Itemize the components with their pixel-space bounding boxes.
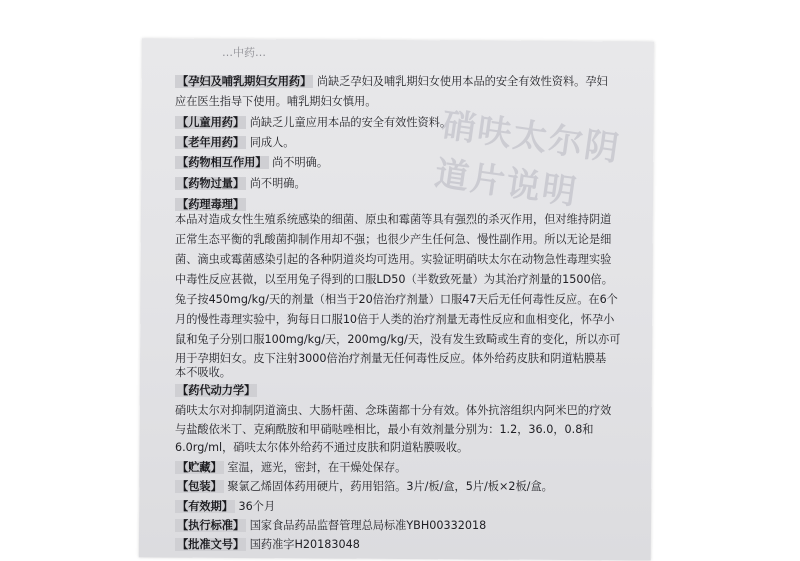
standard-text: 国家食品药品监督管理总局标准YBH00332018 bbox=[249, 519, 487, 532]
interactions-label: 【药物相互作用】 bbox=[177, 156, 267, 169]
toxicology-label: 【药理毒理】 bbox=[177, 198, 245, 211]
storage-text: 室温，遮光，密封，在干燥处保存。 bbox=[227, 461, 407, 474]
interactions-line bbox=[175, 156, 328, 170]
bleed-through-title: 硝呋太尔阴道片说明 bbox=[432, 105, 623, 214]
pregnancy-text-1: 尚缺乏孕妇及哺乳期妇女使用本品的安全有效性资料。孕妇 bbox=[316, 75, 608, 88]
pediatric-line bbox=[175, 116, 451, 130]
elderly-text: 同成人。 bbox=[249, 136, 295, 149]
pregnancy-line-2: 应在医生指导下使用。哺乳期妇女慎用。 bbox=[175, 95, 377, 108]
toxicology-line-1: 本品对造成女性生殖系统感染的细菌、原虫和霉菌等具有强烈的杀灭作用，但对维持阴道 bbox=[175, 213, 612, 226]
storage-label: 【贮藏】 bbox=[177, 461, 222, 474]
toxicology-line-8: 用于孕期妇女。皮下注射3000倍治疗剂量无任何毒性反应。体外给药皮肤和阴道粘膜基 bbox=[175, 352, 607, 365]
elderly-line bbox=[175, 136, 294, 150]
toxicology-line-3: 菌、滴虫或霉菌感染引起的各种阴道炎均可选用。实验证明硝呋太尔在动物急性毒理实验 bbox=[175, 253, 612, 266]
standard-label: 【执行标准】 bbox=[177, 519, 245, 532]
overdose-label: 【药物过量】 bbox=[177, 177, 245, 190]
pharmacokinetics-line-3: 6.0rg/ml，硝呋太尔体外给药不通过皮肤和阴道粘膜吸收。 bbox=[175, 441, 469, 454]
toxicology-line-7: 鼠和兔子分别口服100mg/kg/天，200mg/kg/天，没有发生致畸或生育的变化，所以亦可 bbox=[175, 333, 621, 346]
package-line bbox=[175, 480, 553, 494]
pharmacokinetics-heading bbox=[175, 384, 257, 398]
approval-label: 【批准文号】 bbox=[177, 538, 245, 551]
toxicology-line-6: 月的慢性毒理实验中，狗每日口服10倍于人类的治疗剂量无毒性反应和血相变化，怀孕小 bbox=[175, 313, 615, 326]
package-text: 聚氯乙烯固体药用硬片，药用铝箔。3片/板/盒，5片/板×2板/盒。 bbox=[227, 480, 553, 493]
pediatric-label: 【儿童用药】 bbox=[177, 116, 245, 129]
pregnancy-line-1 bbox=[175, 75, 608, 89]
overdose-text: 尚不明确。 bbox=[249, 177, 306, 190]
standard-line bbox=[175, 519, 486, 533]
pregnancy-label: 【孕妇及哺乳期妇女用药】 bbox=[177, 75, 312, 88]
pharmacokinetics-label: 【药代动力学】 bbox=[177, 384, 256, 397]
pediatric-text: 尚缺乏儿童应用本品的安全有效性资料。 bbox=[249, 116, 452, 129]
validity-text: 36个月 bbox=[238, 500, 276, 513]
approval-line bbox=[175, 538, 360, 552]
package-label: 【包装】 bbox=[177, 480, 222, 493]
toxicology-line-4: 中毒性反应甚微，以至用兔子得到的口服LD50（半数致死量）为其治疗剂量的1500倍。 bbox=[175, 273, 613, 286]
overdose-line bbox=[175, 177, 306, 191]
validity-line bbox=[175, 500, 275, 514]
elderly-label: 【老年用药】 bbox=[177, 136, 245, 149]
storage-line bbox=[175, 461, 406, 475]
pharmacokinetics-line-2: 与盐酸依米丁、克痢酰胺和甲硝哒唑相比，最小有效剂量分别为：1.2，36.0，0.8和 bbox=[175, 423, 594, 436]
toxicology-line-2: 正常生态平衡的乳酸菌抑制作用却不强；也很少产生任何急、慢性副作用。所以无论是细 bbox=[175, 233, 612, 246]
toxicology-line-9: 本不吸收。 bbox=[175, 366, 231, 379]
toxicology-heading bbox=[175, 198, 246, 212]
validity-label: 【有效期】 bbox=[177, 500, 233, 513]
toxicology-line-5: 兔子按450mg/kg/天的剂量（相当于20倍治疗剂量）口服47天后无任何毒性反应。在6个 bbox=[175, 293, 618, 306]
header-stamp: …中药… bbox=[222, 46, 266, 59]
interactions-text: 尚不明确。 bbox=[272, 156, 329, 169]
pharmacokinetics-line-1: 硝呋太尔对抑制阴道滴虫、大肠杆菌、念珠菌都十分有效。体外抗溶组织内阿米巴的疗效 bbox=[175, 404, 612, 417]
approval-text: 国药准字H20183048 bbox=[249, 538, 360, 551]
